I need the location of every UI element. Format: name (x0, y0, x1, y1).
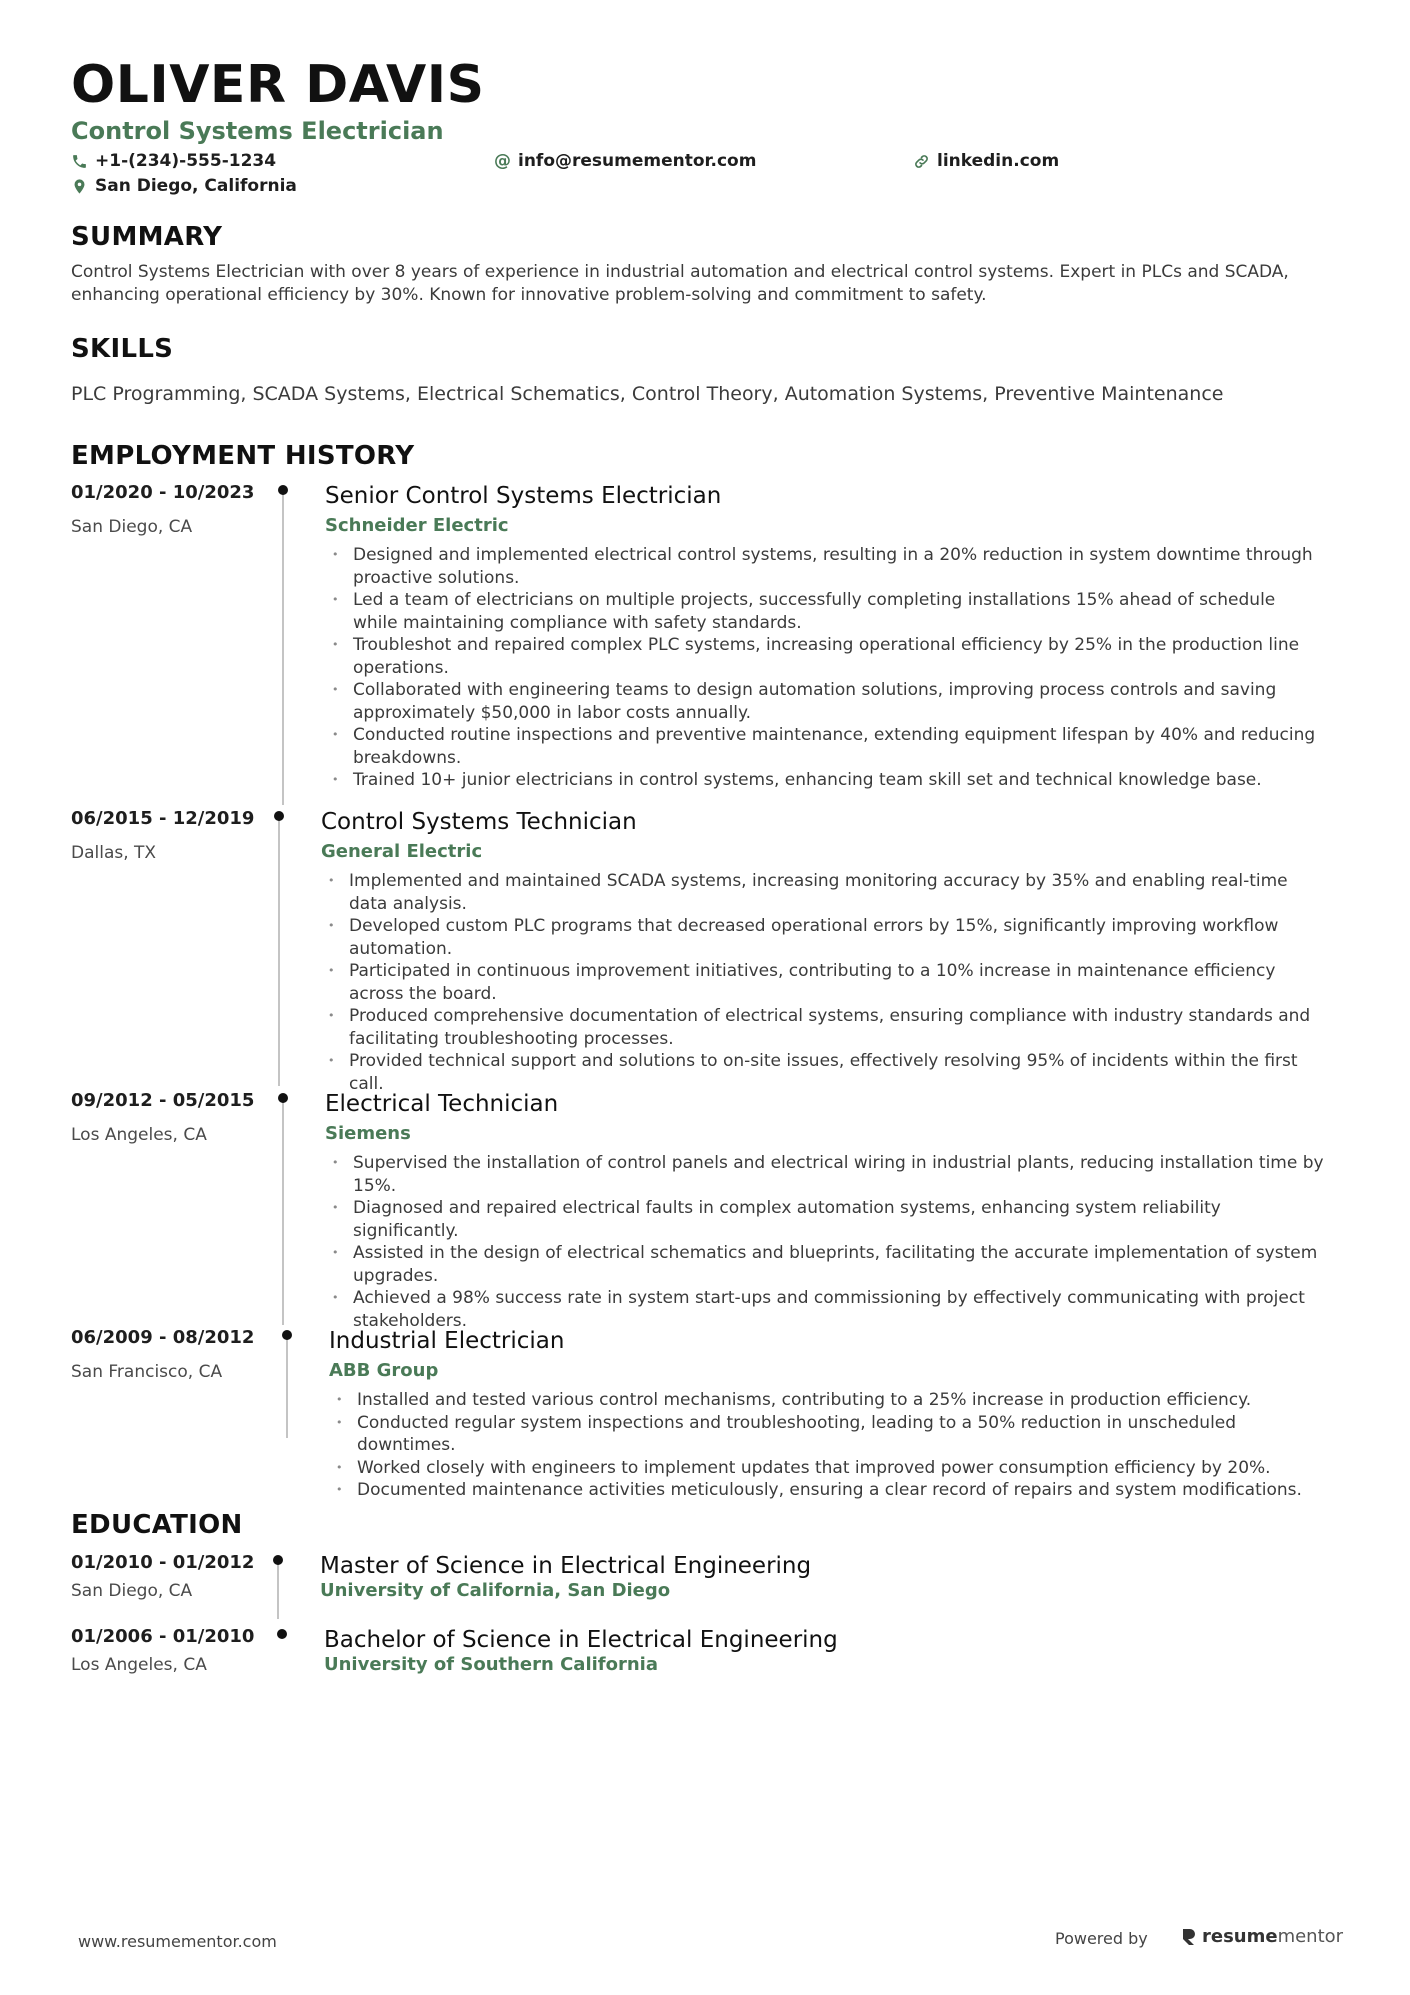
timeline-line (282, 1098, 284, 1325)
job-bullet: • Designed and implemented electrical control systems, resulting in a 20% reduction in system downtime through proactive solutions. (325, 544, 1325, 589)
footer-website[interactable]: www.resumementor.com (78, 1932, 277, 1951)
footer-powered-by: Powered by (1055, 1929, 1148, 1948)
job-dates: 09/2012 - 05/2015 (71, 1090, 255, 1111)
phone-text: +1-(234)-555-1234 (95, 151, 277, 171)
job-company: Siemens (325, 1123, 411, 1144)
at-icon: @ (494, 151, 511, 171)
skills-text: PLC Programming, SCADA Systems, Electrical Schematics, Control Theory, Automation Systems, Preventive Maintenance (71, 383, 1224, 405)
contact-location (71, 175, 297, 197)
logo-text-mentor: mentor (1277, 1926, 1344, 1947)
timeline-dot (273, 1555, 283, 1565)
education-degree: Master of Science in Electrical Engineering (320, 1553, 812, 1579)
job-bullet: • Developed custom PLC programs that decreased operational errors by 15%, significantly improving workflow automation. (321, 915, 1321, 960)
job-dates: 06/2015 - 12/2019 (71, 808, 255, 829)
job-dates: 01/2020 - 10/2023 (71, 482, 255, 503)
job-bullet: • Conducted regular system inspections and troubleshooting, leading to a 50% reduction in unscheduled downtimes. (329, 1412, 1329, 1457)
education-heading: EDUCATION (71, 1510, 243, 1540)
resumementor-logo-icon (1180, 1927, 1198, 1947)
job-bullet: • Implemented and maintained SCADA systems, increasing monitoring accuracy by 35% and enabling real-time data analysis. (321, 870, 1321, 915)
resumementor-logo[interactable] (1180, 1926, 1343, 1948)
job-bullet: • Achieved a 98% success rate in system start-ups and commissioning by effectively communicating with project stakeholders. (325, 1287, 1325, 1332)
job-bullet: • Participated in continuous improvement initiatives, contributing to a 10% increase in maintenance efficiency across the board. (321, 960, 1321, 1005)
job-company: Schneider Electric (325, 515, 509, 536)
job-bullets (329, 1389, 1329, 1502)
job-company: General Electric (321, 841, 483, 862)
job-bullet: • Documented maintenance activities meticulously, ensuring a clear record of repairs and system modifications. (329, 1479, 1329, 1502)
job-location: Dallas, TX (71, 843, 157, 863)
skills-heading: SKILLS (71, 334, 174, 364)
job-location: Los Angeles, CA (71, 1125, 207, 1145)
job-location: San Diego, CA (71, 517, 193, 537)
job-title: Senior Control Systems Electrician (325, 483, 722, 509)
job-bullets (325, 1152, 1325, 1332)
employment-heading: EMPLOYMENT HISTORY (71, 441, 415, 471)
job-bullet: • Worked closely with engineers to implement updates that improved power consumption efficiency by 20%. (329, 1457, 1329, 1480)
job-title: Electrical Technician (325, 1091, 559, 1117)
job-bullet: • Provided technical support and solutions to on-site issues, effectively resolving 95% of incidents within the first call. (321, 1050, 1321, 1095)
contact-phone (71, 150, 276, 172)
job-bullet: • Supervised the installation of control panels and electrical wiring in industrial plants, reducing installation time by 15%. (325, 1152, 1325, 1197)
summary-text: Control Systems Electrician with over 8 years of experience in industrial automation and electrical control systems. Expert in PLCs and SCADA, enhancing operational efficiency by 30%. Known for innovative problem-solving and commitment to safety. (71, 262, 1289, 305)
contact-linkedin[interactable] (913, 150, 1059, 172)
job-bullet: • Conducted routine inspections and preventive maintenance, extending equipment lifespan by 40% and reducing breakdowns. (325, 724, 1325, 769)
education-school: University of California, San Diego (320, 1580, 671, 1601)
phone-icon (71, 153, 88, 170)
job-bullet: • Trained 10+ junior electricians in control systems, enhancing team skill set and technical knowledge base. (325, 769, 1325, 792)
summary-heading: SUMMARY (71, 222, 223, 252)
job-bullet: • Produced comprehensive documentation of electrical systems, ensuring compliance with industry standards and facilitating troubleshooting processes. (321, 1005, 1321, 1050)
timeline-dot (277, 1629, 287, 1639)
logo-text-resume: resume (1202, 1926, 1278, 1947)
timeline-line (278, 816, 280, 1086)
candidate-name: OLIVER DAVIS (71, 55, 485, 115)
job-bullets (321, 870, 1321, 1095)
timeline-line (286, 1335, 288, 1438)
job-bullet: • Assisted in the design of electrical schematics and blueprints, facilitating the accurate implementation of system upgrades. (325, 1242, 1325, 1287)
job-title: Control Systems Technician (321, 809, 637, 835)
education-location: San Diego, CA (71, 1581, 193, 1601)
email-text[interactable]: info@resumementor.com (518, 151, 757, 171)
timeline-line (282, 490, 284, 805)
linkedin-text[interactable]: linkedin.com (937, 151, 1060, 171)
job-location: San Francisco, CA (71, 1362, 223, 1382)
education-dates: 01/2006 - 01/2010 (71, 1626, 255, 1647)
job-company: ABB Group (329, 1360, 439, 1381)
link-icon (913, 153, 930, 170)
job-dates: 06/2009 - 08/2012 (71, 1327, 255, 1348)
location-text: San Diego, California (95, 176, 297, 196)
timeline-dot (278, 485, 288, 495)
job-bullet: • Installed and tested various control mechanisms, contributing to a 25% increase in production efficiency. (329, 1389, 1329, 1412)
timeline-dot (282, 1330, 292, 1340)
education-location: Los Angeles, CA (71, 1655, 207, 1675)
resume-page (71, 0, 1351, 1995)
job-bullets (325, 544, 1325, 792)
job-bullet: • Diagnosed and repaired electrical faults in complex automation systems, enhancing system reliability significantly. (325, 1197, 1325, 1242)
education-dates: 01/2010 - 01/2012 (71, 1552, 255, 1573)
job-title: Industrial Electrician (329, 1328, 565, 1354)
candidate-role: Control Systems Electrician (71, 117, 444, 145)
job-bullet: • Troubleshot and repaired complex PLC systems, increasing operational efficiency by 25% in the production line operations. (325, 634, 1325, 679)
job-bullet: • Led a team of electricians on multiple projects, successfully completing installations 15% ahead of schedule while maintaining compliance with safety standards. (325, 589, 1325, 634)
timeline-line (277, 1560, 279, 1619)
contact-email[interactable] (494, 150, 756, 172)
education-school: University of Southern California (324, 1654, 659, 1675)
timeline-dot (274, 811, 284, 821)
timeline-dot (278, 1093, 288, 1103)
job-bullet: • Collaborated with engineering teams to design automation solutions, improving process controls and saving approximately $50,000 in labor costs annually. (325, 679, 1325, 724)
education-degree: Bachelor of Science in Electrical Engineering (324, 1627, 838, 1653)
location-pin-icon (71, 178, 88, 195)
